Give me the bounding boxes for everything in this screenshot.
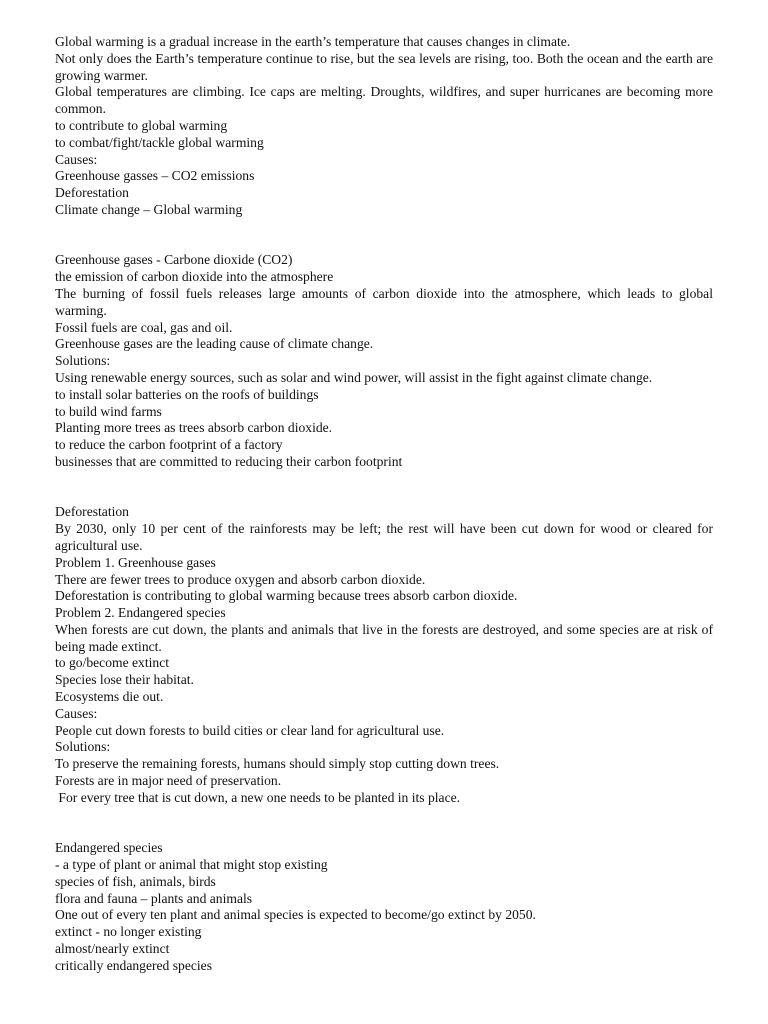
paragraph-line: Problem 2. Endangered species bbox=[55, 605, 226, 621]
paragraph-line: Greenhouse gases are the leading cause of climate change. bbox=[55, 336, 374, 352]
paragraph-line: to install solar batteries on the roofs of buildings bbox=[55, 386, 319, 402]
section-global-warming bbox=[55, 34, 713, 219]
paragraph-line: Fossil fuels are coal, gas and oil. bbox=[55, 319, 233, 335]
paragraph-line: Global temperatures are climbing. Ice caps are melting. Droughts, wildfires, and super hurricanes are becoming more common. bbox=[55, 84, 713, 117]
paragraph-line: Causes: bbox=[55, 151, 98, 167]
paragraph-line: Global warming is a gradual increase in the earth’s temperature that causes changes in climate. bbox=[55, 34, 571, 49]
section-heading: Greenhouse gases - Carbone dioxide (CO2) bbox=[55, 252, 293, 268]
paragraph-line: To preserve the remaining forests, humans should simply stop cutting down trees. bbox=[55, 756, 500, 772]
paragraph-line: When forests are cut down, the plants and animals that live in the forests are destroyed, and some species are at risk of being made extinct. bbox=[55, 621, 713, 654]
paragraph-line: species of fish, animals, birds bbox=[55, 873, 216, 889]
paragraph-line: Greenhouse gasses – CO2 emissions bbox=[55, 168, 255, 184]
section-heading: Deforestation bbox=[55, 504, 129, 520]
paragraph-line: critically endangered species bbox=[55, 957, 213, 973]
paragraph-line: Using renewable energy sources, such as solar and wind power, will assist in the fight against climate change. bbox=[55, 369, 653, 385]
paragraph-line: Forests are in major need of preservation. bbox=[55, 773, 282, 789]
paragraph-line: Deforestation is contributing to global warming because trees absorb carbon dioxide. bbox=[55, 588, 518, 604]
paragraph-line: Species lose their habitat. bbox=[55, 672, 194, 688]
paragraph-line: For every tree that is cut down, a new one needs to be planted in its place. bbox=[55, 789, 461, 805]
paragraph-line: There are fewer trees to produce oxygen and absorb carbon dioxide. bbox=[55, 571, 426, 587]
paragraph-line: Ecosystems die out. bbox=[55, 689, 164, 705]
section-greenhouse-gases bbox=[55, 252, 713, 470]
section-deforestation bbox=[55, 504, 713, 806]
paragraph-line: Not only does the Earth’s temperature continue to rise, but the sea levels are rising, too. Both the ocean and the earth are growing warmer. bbox=[55, 50, 713, 83]
paragraph-line: businesses that are committed to reducing their carbon footprint bbox=[55, 453, 403, 469]
paragraph-line: Solutions: bbox=[55, 353, 111, 369]
paragraph-line: By 2030, only 10 per cent of the rainforests may be left; the rest will have been cut down for wood or cleared for agricultural use. bbox=[55, 521, 713, 553]
paragraph-line: the emission of carbon dioxide into the atmosphere bbox=[55, 269, 334, 285]
paragraph-line: Deforestation bbox=[55, 185, 129, 201]
section-endangered-species bbox=[55, 840, 713, 974]
paragraph-line: Causes: bbox=[55, 705, 98, 721]
document-page bbox=[55, 34, 713, 975]
paragraph-line: extinct - no longer existing bbox=[55, 924, 202, 940]
paragraph-line: to combat/fight/tackle global warming bbox=[55, 134, 264, 150]
paragraph-line: The burning of fossil fuels releases large amounts of carbon dioxide into the atmosphere, which leads to global warming. bbox=[55, 285, 713, 318]
paragraph-line: Problem 1. Greenhouse gases bbox=[55, 554, 216, 570]
paragraph-line: Planting more trees as trees absorb carbon dioxide. bbox=[55, 420, 333, 436]
paragraph-line: Solutions: bbox=[55, 739, 111, 755]
paragraph-line: flora and fauna – plants and animals bbox=[55, 890, 253, 906]
paragraph-line: to contribute to global warming bbox=[55, 117, 228, 133]
paragraph-line: People cut down forests to build cities or clear land for agricultural use. bbox=[55, 722, 445, 738]
paragraph-line: to build wind farms bbox=[55, 403, 162, 419]
paragraph-line: almost/nearly extinct bbox=[55, 941, 170, 957]
paragraph-line: to go/become extinct bbox=[55, 655, 170, 671]
paragraph-line: to reduce the carbon footprint of a factory bbox=[55, 437, 283, 453]
paragraph-line: One out of every ten plant and animal species is expected to become/go extinct by 2050. bbox=[55, 907, 536, 923]
paragraph-line: Climate change – Global warming bbox=[55, 201, 243, 217]
paragraph-line: - a type of plant or animal that might stop existing bbox=[55, 857, 328, 873]
section-heading: Endangered species bbox=[55, 840, 163, 856]
